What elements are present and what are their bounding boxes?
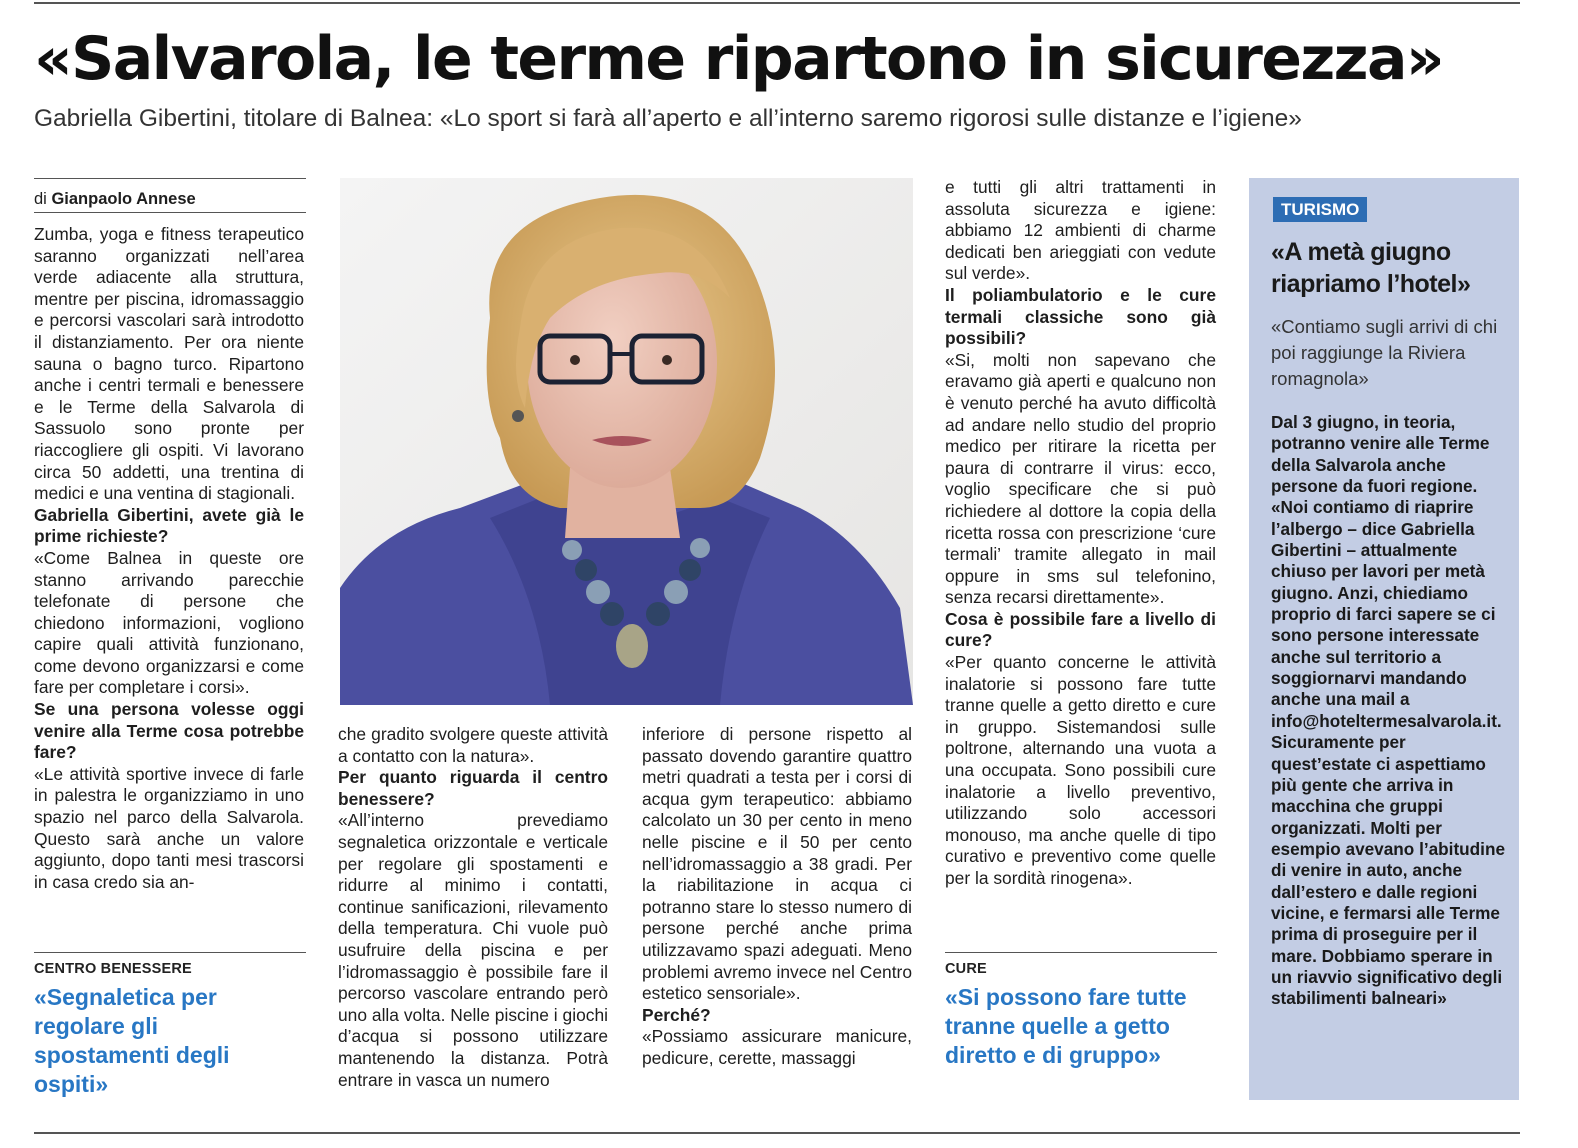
- sidebar-paragraph: «Noi contiamo di riaprire l’albergo – dice Gabriella Gibertini – attualmente chiuso per lavori per metà giugno. Anzi, chiediamo proprio di farci sapere se ci sono persone interessate anche sul territorio a soggiornarvi mandando anche una mail a info@hoteltermesalvarola.it. Sicuramente per quest’estate ci aspettiamo più gente che arriva in macchina che gruppi organizzati. Molti per esempio avevano l’abitudine di venire in auto, anche dall’estero e dalle regioni vicine, e fermarsi alle Terme prima di proseguire per il mare. Dobbiamo sperare in un riavvio significativo degli stabilimenti balneari»: [1271, 497, 1506, 1009]
- question: Perché?: [642, 1004, 711, 1025]
- byline-prefix: di: [34, 190, 47, 208]
- answer: «Possiamo assicurare manicure, pedicure, cerette, massaggi: [642, 1026, 912, 1068]
- answer-continued: e tutti gli altri trattamenti in assoluta sicurezza e igiene: abbiamo 12 ambienti di charme dedicati ben arieggiati con vedute sul verde».: [945, 177, 1216, 284]
- question: Cosa è possibile fare a livello di cure?: [945, 608, 1216, 651]
- pull-right-rule: [945, 952, 1217, 953]
- byline-rule-top: [34, 178, 306, 179]
- subheadline: Gabriella Gibertini, titolare di Balnea: «Lo sport si farà all’aperto e all’interno saremo rigorosi sulle distanze e l’igiene»: [34, 105, 1302, 132]
- pull-right-kicker: CURE: [945, 961, 987, 977]
- portrait-photo: [340, 178, 913, 705]
- article-column-4: [945, 177, 1216, 890]
- answer: «Le attività sportive invece di farle in palestra le organizziamo in uno spazio nel parco della Salvarola. Questo sarà anche un valore aggiunto, dopo tanti mesi trascorsi in casa credo sia an-: [34, 763, 304, 892]
- answer: «Per quanto concerne le attività inalatorie si possono fare tutte tranne quelle a getto diretto e cure in gruppo. Sistemandosi sulle poltrone, alternando una vuota a una occupata. Sono possibili cure inalatorie a livello preventivo, utilizzando solo accessori monouso, ma anche quelle di tipo curativo e preventivo come quelle per la sordità rinogena».: [945, 652, 1216, 888]
- answer-continued: che gradito svolgere queste attività a contatto con la natura».: [338, 724, 608, 766]
- question: Per quanto riguarda il centro benessere?: [338, 767, 608, 809]
- sidebar-paragraph: Dal 3 giugno, in teoria, potranno venire alle Terme della Salvarola anche persone da fuori regione.: [1271, 412, 1490, 497]
- byline-rule-bottom: [34, 212, 306, 213]
- pull-left-quote: «Segnaletica per regolare gli spostamenti degli ospiti»: [34, 984, 230, 1097]
- pull-left-kicker: CENTRO BENESSERE: [34, 961, 192, 977]
- section-tag: TURISMO: [1273, 197, 1367, 222]
- bottom-rule: [34, 1132, 1520, 1134]
- answer-continued: inferiore di persone rispetto al passato dovendo garantire quattro metri quadrati a testa per i corsi di acqua gym terapeutico: abbiamo calcolato un 30 per cento in meno nelle piscine e il 50 per cento nell’idromassaggio a 38 gradi. Per la riabilitazione in acqua ci potranno stare lo stesso numero di persone perché anche prima utilizzavamo spazi adeguati. Meno problemi avremo invece nel Centro estetico sensoriale».: [642, 724, 912, 1004]
- question: Gabriella Gibertini, avete già le prime richieste?: [34, 504, 304, 547]
- sidebar-body: [1271, 412, 1506, 1010]
- pull-right-quote: «Si possono fare tutte tranne quelle a getto diretto e di gruppo»: [945, 984, 1187, 1068]
- sidebar-quote: «Contiamo sugli arrivi di chi poi raggiunge la Riviera romagnola»: [1271, 316, 1498, 389]
- answer: «Si, molti non sapevano che eravamo già aperti e qualcuno non è venuto perché ha avuto difficoltà ad andare nello studio del proprio medico per ritirare la ricetta per paura di contrarre il virus: ecco, voglio specificare che si può richiedere al dottore la copia della ricetta rossa con prescrizione ‘cure termali’ tramite allegato in mail oppure in sms sul telefonino, senza recarsi direttamente».: [945, 349, 1216, 608]
- article-column-1: [34, 224, 304, 893]
- question: Il poliambulatorio e le cure termali classiche sono già possibili?: [945, 284, 1216, 349]
- answer: «Come Balnea in queste ore stanno arrivando parecchie telefonate di persone che chiedono informazioni, vogliono capire quali attività funzionano, come devono organizzarsi e come fare per completare i corsi».: [34, 547, 304, 698]
- top-rule: [34, 2, 1520, 4]
- question: Se una persona volesse oggi venire alla Terme cosa potrebbe fare?: [34, 699, 304, 763]
- byline: [34, 188, 306, 210]
- article-column-2: [338, 724, 608, 1091]
- pull-left-rule: [34, 952, 306, 953]
- sidebar-box: [1249, 178, 1519, 1100]
- headline: «Salvarola, le terme ripartono in sicurezza»: [34, 24, 1444, 94]
- answer: «All’interno prevediamo segnaletica orizzontale e verticale per regolare gli spostamenti e ridurre al minimo i contatti, continue sanificazioni, rilevamento della temperatura. Chi vuole può usufruire della piscina e per l’idromassaggio è possibile fare il percorso vascolare entrando però uno alla volta. Nelle piscine i giochi d’acqua si possono utilizzare mantenendo la distanza. Potrà entrare in vasca un numero: [338, 810, 608, 1090]
- byline-author: Gianpaolo Annese: [51, 190, 196, 208]
- sidebar-title: «A metà giugno riapriamo l’hotel»: [1271, 238, 1471, 298]
- paragraph: Zumba, yoga e fitness terapeutico saranno organizzati nell’area verde adiacente alla struttura, mentre per piscina, idromassaggio e percorsi vascolari sarà introdotto il distanziamento. Per ora niente sauna o bagno turco. Ripartono anche i centri termali e benessere e le Terme della Salvarola di Sassuolo sono pronte per riaccogliere gli ospiti. Vi lavorano circa 50 addetti, una trentina di medici e una ventina di stagionali.: [34, 224, 304, 504]
- article-column-3: [642, 724, 912, 1070]
